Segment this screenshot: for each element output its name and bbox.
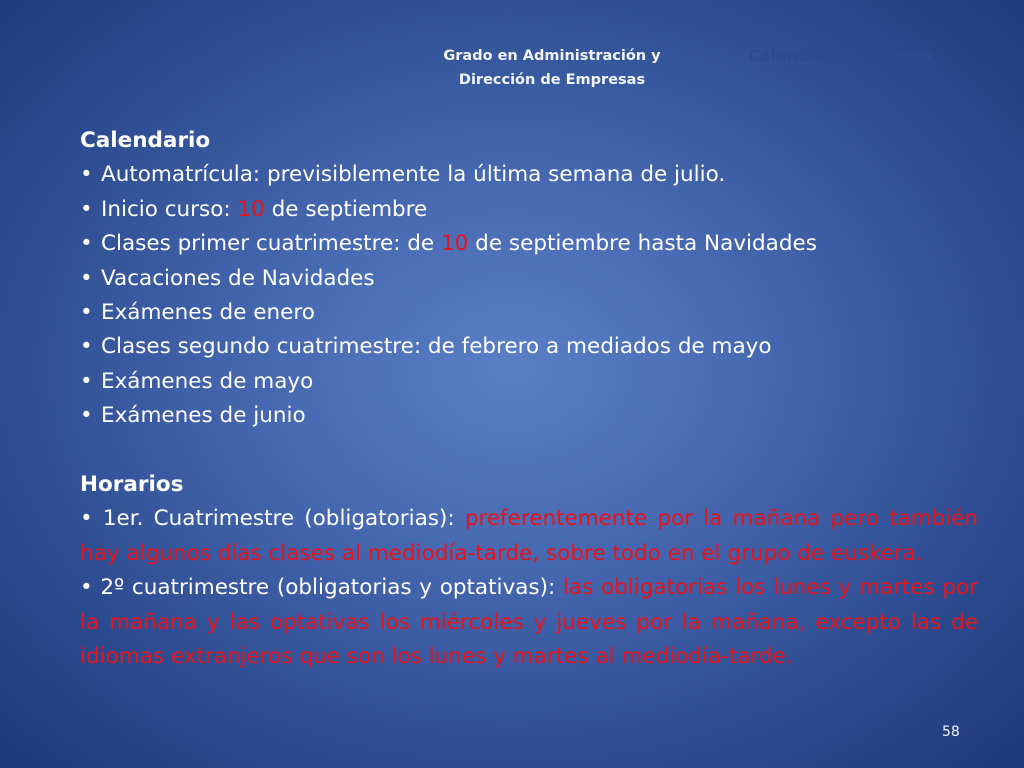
section-spacer: [80, 434, 978, 468]
schedule-item-first-term: • 1er. Cuatrimestre (obligatorias): preferentemente por la mañana pero también hay algunos días clases al mediodía-tarde, sobre todo en el grupo de euskera.: [80, 506, 978, 566]
header-title-line-1: Grado en Administración y: [443, 48, 661, 64]
calendar-item: • Exámenes de mayo: [80, 365, 978, 399]
page-number: 58: [942, 724, 960, 740]
slide-section-label: Calendario y horario: [748, 46, 932, 65]
calendar-item: • Automatrícula: previsiblemente la última semana de julio.: [80, 158, 978, 192]
highlighted-date: 10: [440, 231, 469, 257]
calendar-item: • Inicio curso: 10 de septiembre: [80, 193, 978, 227]
calendar-item: • Vacaciones de Navidades: [80, 262, 978, 296]
calendar-item: • Clases primer cuatrimestre: de 10 de septiembre hasta Navidades: [80, 227, 978, 261]
schedule-highlight: las obligatorias los lunes y martes por la mañana y las optativas los miércoles y jueves por la mañana, excepto las de idiomas extranjeros que son los lunes y martes al mediodía-tarde.: [80, 575, 978, 670]
highlighted-date: 10: [237, 196, 265, 222]
calendar-heading: Calendario: [80, 128, 211, 153]
schedule-item-second-term: • 2º cuatrimestre (obligatorias y optativas): las obligatorias los lunes y martes por la mañana y las optativas los miércoles y jueves por la mañana, excepto las de idiomas extranjeros que son los lunes y martes al mediodía-tarde.: [80, 575, 978, 670]
slide-content: [80, 124, 978, 674]
schedule-highlight: preferentemente por la mañana pero también hay algunos días clases al mediodía-tarde, sobre todo en el grupo de euskera.: [80, 506, 978, 566]
calendar-item: • Exámenes de junio: [80, 399, 978, 433]
calendar-item: • Clases segundo cuatrimestre: de febrero a mediados de mayo: [80, 330, 978, 364]
header-title-line-2: Dirección de Empresas: [458, 72, 646, 88]
calendar-item: • Exámenes de enero: [80, 296, 978, 330]
schedule-heading: Horarios: [80, 472, 184, 498]
calendar-list: [80, 158, 978, 433]
slide-header-title: [402, 44, 702, 92]
